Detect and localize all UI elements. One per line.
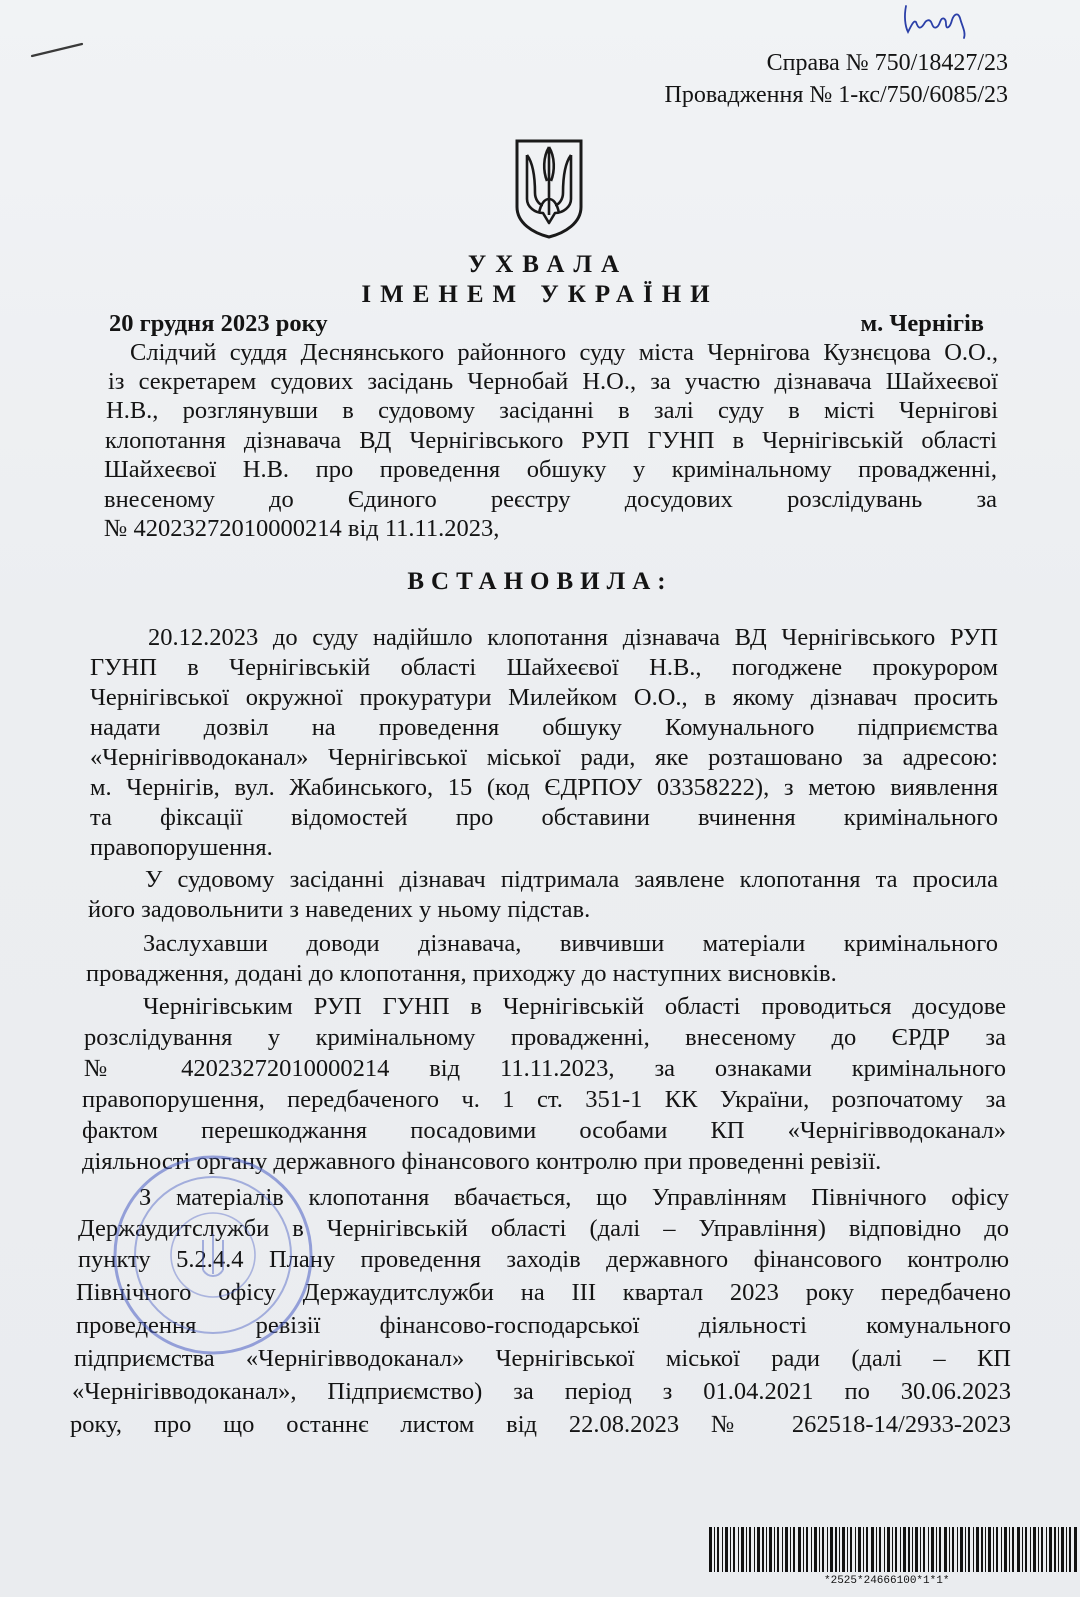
intro-line: № 42023272010000214 від 11.11.2023, xyxy=(104,515,500,542)
body-line: пункту 5.2.4.4 Плану проведення заходів державного фінансового контролю xyxy=(78,1246,1009,1273)
document-subtitle: ІМЕНЕМ УКРАЇНИ xyxy=(361,281,719,308)
body-line: У судовому засіданні дізнавач підтримала заявлене клопотання та просила xyxy=(145,866,998,893)
body-line: 20.12.2023 до суду надійшло клопотання дізнавача ВД Чернігівського РУП xyxy=(148,624,998,651)
body-line: діяльності органу державного фінансового контролю при проведенні ревізії. xyxy=(82,1148,882,1175)
body-line: правопорушення, передбаченого ч. 1 ст. 351-1 КК України, розпочатому за xyxy=(82,1086,1006,1113)
body-line: його задовольнити з наведених у ньому підстав. xyxy=(88,896,591,923)
body-line: Чернігівської окружної прокуратури Милейком О.О., в якому дізнавач просить xyxy=(90,684,998,711)
body-line: Північного офісу Держаудитслужби на ІІІ квартал 2023 року передбачено xyxy=(76,1279,1011,1306)
body-line: Чернігівським РУП ГУНП в Чернігівській області проводиться досудове xyxy=(143,993,1006,1020)
body-line: № 42023272010000214 від 11.11.2023, за ознаками кримінального xyxy=(84,1055,1006,1082)
pen-stroke-mark xyxy=(30,40,90,60)
body-line: року, про що останнє листом від 22.08.2023 № 262518-14/2933-2023 xyxy=(70,1411,1011,1438)
body-line: розслідування у кримінальному провадженні, внесеному до ЄРДР за xyxy=(84,1024,1006,1051)
body-line: фактом перешкоджання посадовими особами КП «Чернігівводоканал» xyxy=(82,1117,1006,1144)
court-stamp-seal xyxy=(108,1150,318,1360)
body-line: З матеріалів клопотання вбачається, що Управлінням Північного офісу xyxy=(139,1184,1009,1211)
intro-line: Слідчий суддя Деснянського районного суду міста Чернігова Кузнєцова О.О., xyxy=(130,339,998,366)
body-line: підприємства «Чернігівводоканал» Чернігівської міської ради (далі – КП xyxy=(74,1345,1011,1372)
coat-of-arms-icon xyxy=(513,137,585,239)
document-title: УХВАЛА xyxy=(467,251,629,278)
body-line: проведення ревізії фінансово-господарської діяльності комунального xyxy=(76,1312,1011,1339)
intro-line: внесеному до Єдиного реєстру досудових розслідувань за xyxy=(104,486,997,513)
body-line: надати дозвіл на проведення обшуку Комунального підприємства xyxy=(90,714,998,741)
intro-line: Шайхеєвої Н.В. про проведення обшуку у кримінальному провадженні, xyxy=(104,456,997,483)
body-line: ГУНП в Чернігівській області Шайхеєвої Н.В., погоджене прокурором xyxy=(90,654,998,681)
body-line: «Чернігівводоканал» Чернігівської міської ради, яке розташовано за адресою: xyxy=(90,744,998,771)
case-number: Справа № 750/18427/23 xyxy=(766,50,1008,76)
body-line: провадження, додані до клопотання, приходжу до наступних висновків. xyxy=(86,960,837,987)
document-city: м. Чернігів xyxy=(860,310,984,337)
body-line: Заслухавши доводи дізнавача, вивчивши матеріали кримінального xyxy=(143,930,998,957)
body-line: м. Чернігів, вул. Жабинського, 15 (код ЄДРПОУ 03358222), з метою виявлення xyxy=(90,774,998,801)
body-line: «Чернігівводоканал», Підприємство) за період з 01.04.2021 по 30.06.2023 xyxy=(72,1378,1011,1405)
intro-line: Н.В., розглянувши в судовому засіданні в залі суду в місті Чернігові xyxy=(106,397,998,424)
document-barcode xyxy=(709,1527,1079,1572)
proceeding-number: Провадження № 1-кс/750/6085/23 xyxy=(664,82,1008,108)
handwritten-signature xyxy=(900,2,980,40)
body-line: Держаудитслужби в Чернігівській області (далі – Управління) відповідно до xyxy=(78,1215,1009,1242)
intro-line: клопотання дізнавача ВД Чернігівського РУП ГУНП в Чернігівській області xyxy=(105,427,997,454)
body-line: правопорушення. xyxy=(90,834,273,861)
intro-line: із секретарем судових засідань Чернобай Н.О., за участю дізнавача Шайхеєвої xyxy=(108,368,998,395)
body-line: та фіксації відомостей про обставини вчинення кримінального xyxy=(90,804,998,831)
section-title: ВСТАНОВИЛА: xyxy=(407,568,673,595)
barcode-number: *2525*24666100*1*1* xyxy=(824,1575,950,1587)
document-date: 20 грудня 2023 року xyxy=(109,310,328,337)
